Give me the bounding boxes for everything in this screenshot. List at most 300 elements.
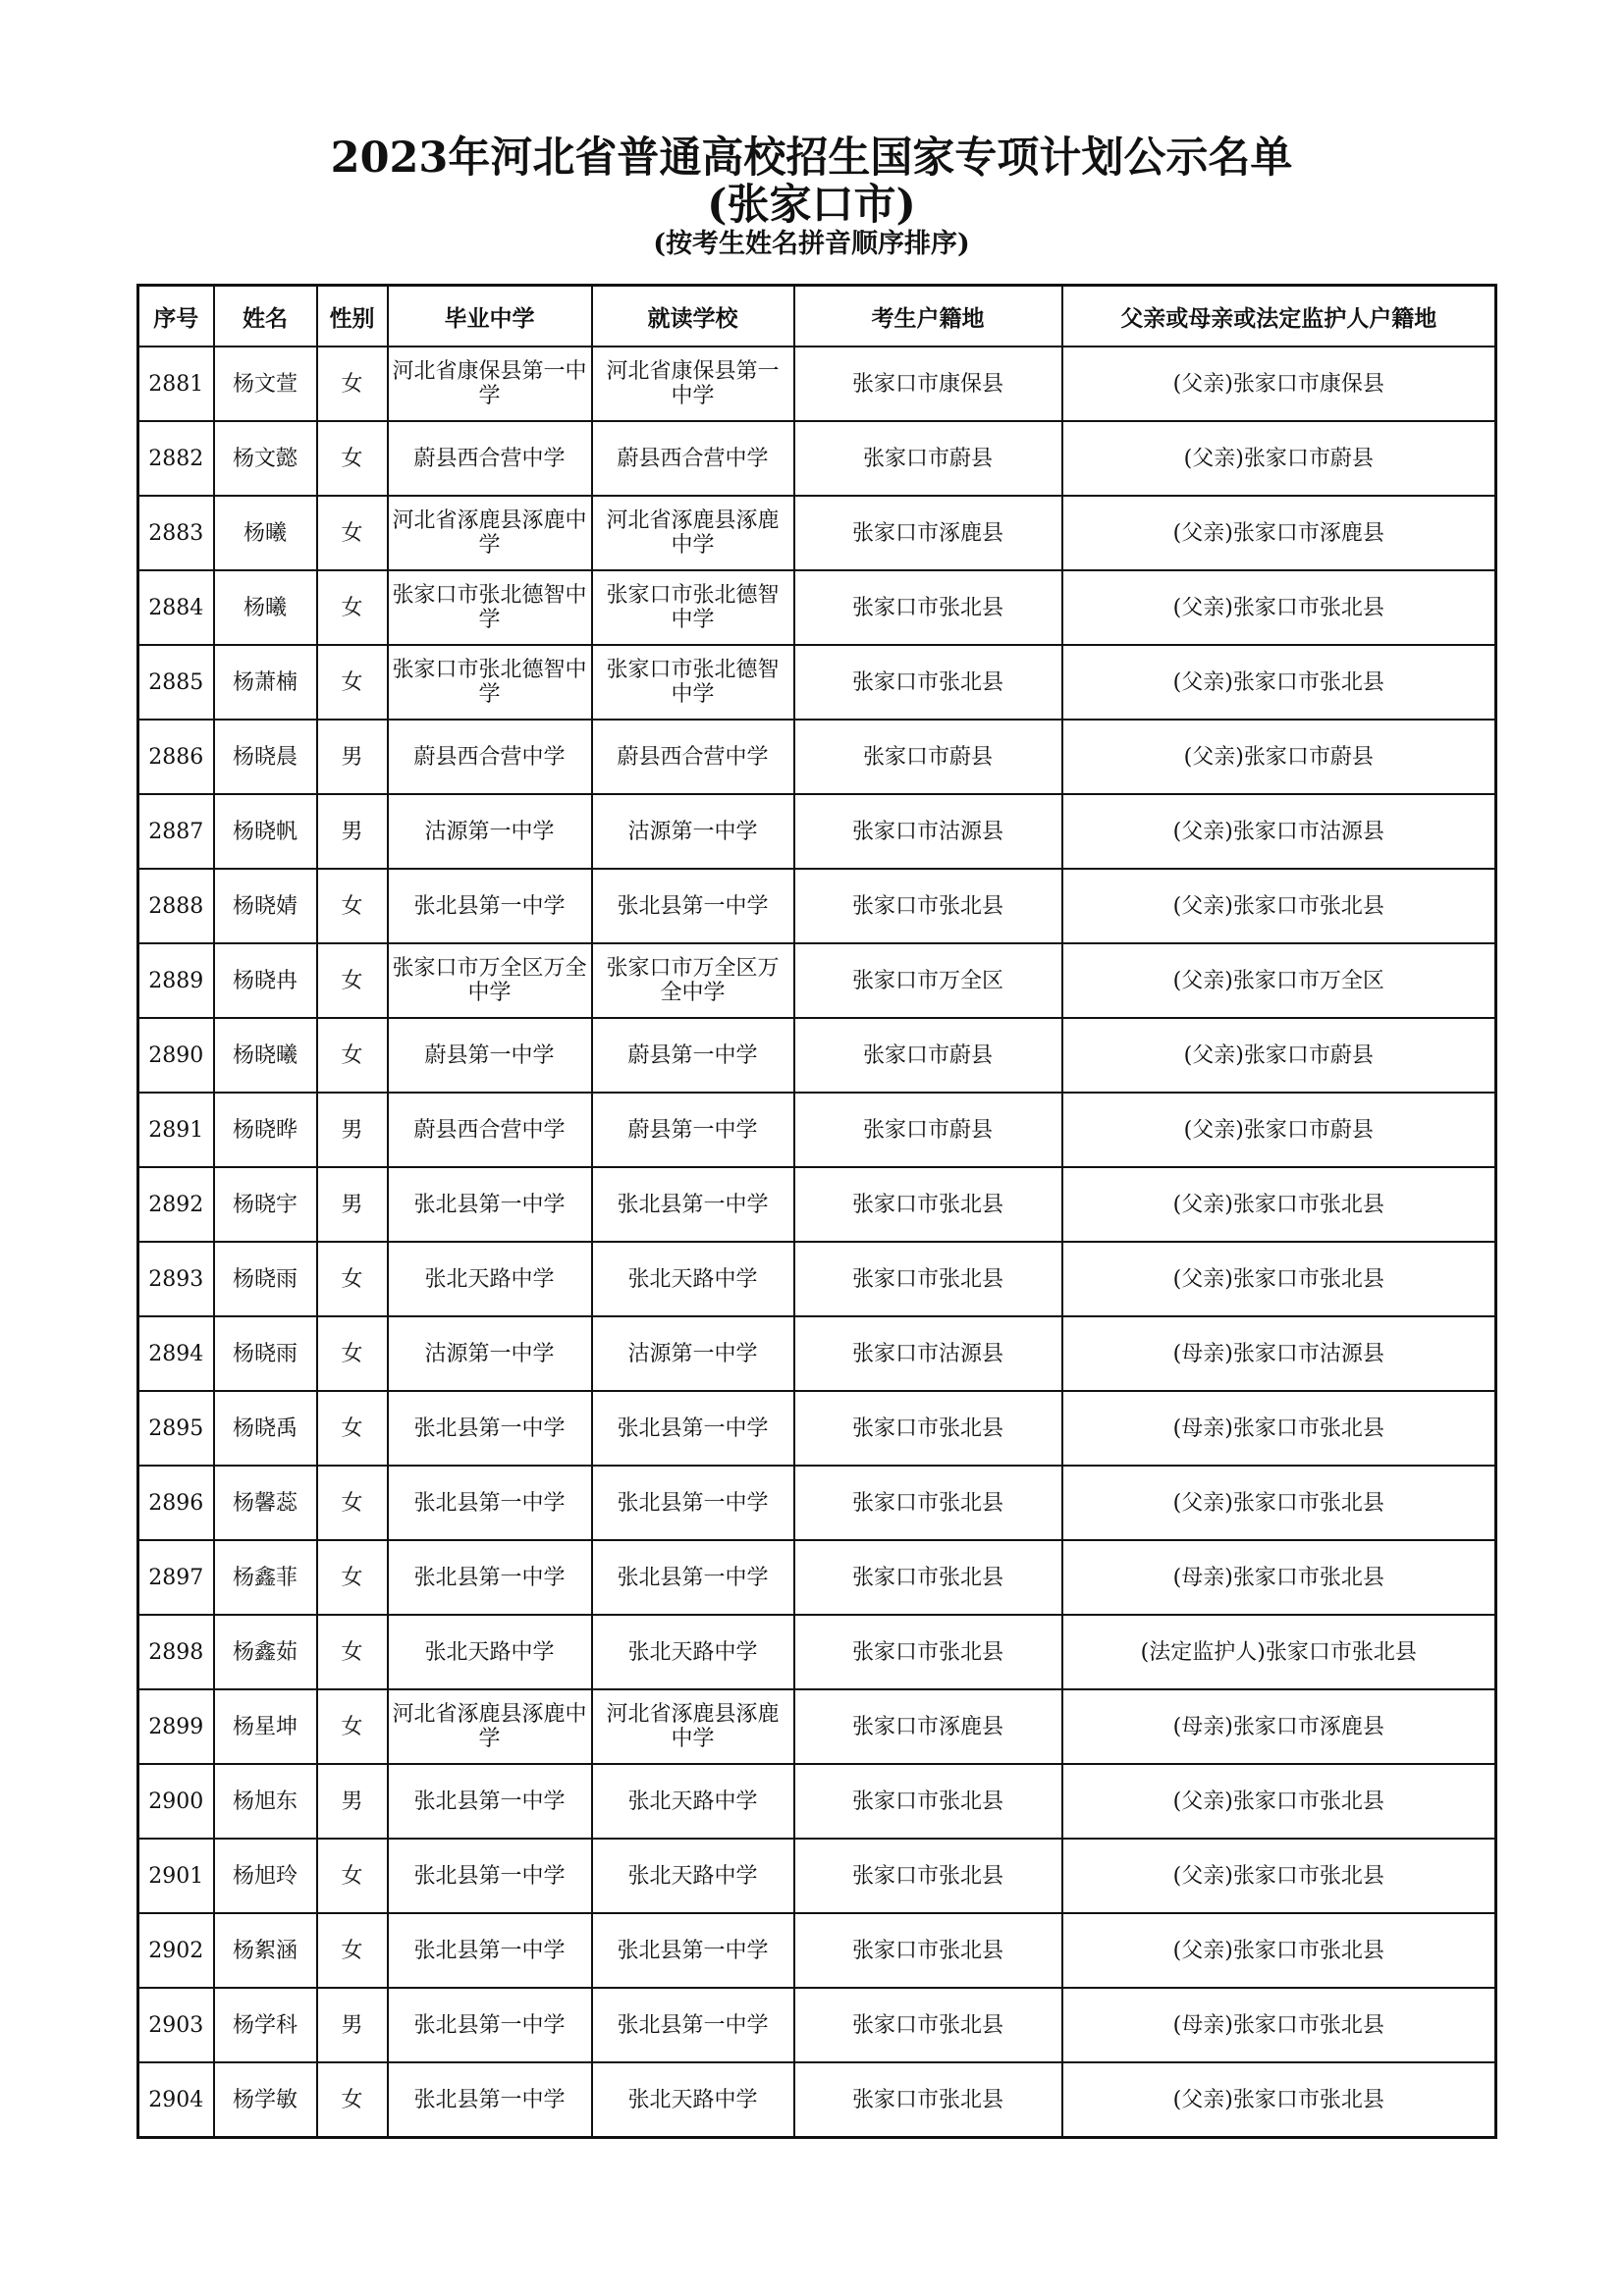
cell-hukou: 张家口市张北县	[794, 645, 1062, 720]
table-row	[138, 1316, 1496, 1391]
cell-seq: 2881	[138, 347, 214, 421]
cell-current-school: 蔚县第一中学	[592, 1093, 794, 1167]
cell-seq: 2892	[138, 1167, 214, 1242]
cell-hukou: 张家口市张北县	[794, 869, 1062, 943]
open-paren: (	[1172, 2087, 1182, 2112]
cell-gender: 女	[317, 496, 388, 570]
header-hukou: 考生户籍地	[794, 286, 1062, 347]
cell-guardian-hukou	[1062, 1242, 1496, 1316]
cell-grad-school: 河北省涿鹿县涿鹿中学	[388, 1689, 592, 1764]
guardian-hukou-place: 张家口市涿鹿县	[1232, 1714, 1384, 1739]
cell-guardian-hukou	[1062, 1540, 1496, 1615]
guardian-relation: 法定监护人	[1149, 1639, 1258, 1665]
cell-gender: 男	[317, 1988, 388, 2062]
cell-gender: 女	[317, 1466, 388, 1540]
guardian-relation: 父亲	[1181, 1192, 1225, 1217]
guardian-hukou-place: 张家口市张北县	[1232, 1490, 1384, 1516]
guardian-hukou-place: 张家口市万全区	[1232, 968, 1384, 993]
cell-hukou: 张家口市蔚县	[794, 720, 1062, 794]
cell-grad-school: 张北县第一中学	[388, 1988, 592, 2062]
cell-seq: 2882	[138, 421, 214, 496]
guardian-hukou-place: 张家口市张北县	[1232, 1863, 1384, 1889]
cell-current-school: 张北县第一中学	[592, 1988, 794, 2062]
cell-grad-school: 河北省康保县第一中学	[388, 347, 592, 421]
sort-order-note: (按考生姓名拼音顺序排序)	[653, 229, 970, 259]
cell-grad-school: 张北县第一中学	[388, 1913, 592, 1988]
cell-current-school: 张北县第一中学	[592, 1466, 794, 1540]
close-paren: )	[1235, 1117, 1244, 1143]
cell-hukou: 张家口市张北县	[794, 1167, 1062, 1242]
cell-gender: 女	[317, 570, 388, 645]
cell-grad-school: 张北县第一中学	[388, 1540, 592, 1615]
cell-gender: 女	[317, 1913, 388, 1988]
cell-name: 杨萧楠	[214, 645, 317, 720]
table-row	[138, 1689, 1496, 1764]
cell-seq: 2889	[138, 943, 214, 1018]
cell-hukou: 张家口市沽源县	[794, 1316, 1062, 1391]
guardian-relation: 母亲	[1181, 1415, 1225, 1441]
table-body	[138, 347, 1496, 2138]
cell-seq: 2888	[138, 869, 214, 943]
cell-seq: 2887	[138, 794, 214, 869]
cell-grad-school: 张北县第一中学	[388, 1167, 592, 1242]
cell-guardian-hukou	[1062, 1988, 1496, 2062]
cell-gender: 女	[317, 1018, 388, 1093]
cell-seq: 2896	[138, 1466, 214, 1540]
guardian-relation: 母亲	[1181, 1714, 1225, 1739]
cell-name: 杨旭东	[214, 1764, 317, 1839]
guardian-relation: 父亲	[1181, 893, 1225, 919]
cell-name: 杨晓冉	[214, 943, 317, 1018]
close-paren: )	[1235, 744, 1244, 770]
cell-seq: 2898	[138, 1615, 214, 1689]
open-paren: (	[1140, 1639, 1150, 1665]
cell-name: 杨絮涵	[214, 1913, 317, 1988]
header-gender: 性别	[317, 286, 388, 347]
cell-grad-school: 张家口市张北德智中学	[388, 645, 592, 720]
close-paren: )	[1224, 893, 1233, 919]
cell-grad-school: 张北天路中学	[388, 1615, 592, 1689]
cell-name: 杨鑫菲	[214, 1540, 317, 1615]
guardian-relation: 父亲	[1192, 446, 1236, 471]
guardian-hukou-place: 张家口市蔚县	[1243, 744, 1374, 770]
cell-name: 杨学敏	[214, 2062, 317, 2138]
cell-current-school: 河北省康保县第一中学	[592, 347, 794, 421]
cell-gender: 女	[317, 645, 388, 720]
cell-grad-school: 蔚县西合营中学	[388, 1093, 592, 1167]
open-paren: (	[1172, 1938, 1182, 1963]
cell-current-school: 张北天路中学	[592, 1839, 794, 1913]
cell-seq: 2899	[138, 1689, 214, 1764]
table-row	[138, 1764, 1496, 1839]
table-row	[138, 869, 1496, 943]
guardian-hukou-place: 张家口市张北县	[1232, 1192, 1384, 1217]
guardian-relation: 父亲	[1181, 669, 1225, 695]
guardian-relation: 父亲	[1181, 595, 1225, 620]
cell-grad-school: 沽源第一中学	[388, 794, 592, 869]
close-paren: )	[1235, 1042, 1244, 1068]
guardian-hukou-place: 张家口市张北县	[1232, 893, 1384, 919]
guardian-hukou-place: 张家口市张北县	[1232, 1415, 1384, 1441]
guardian-relation: 父亲	[1181, 819, 1225, 844]
cell-grad-school: 张北县第一中学	[388, 869, 592, 943]
table-row	[138, 720, 1496, 794]
cell-name: 杨晓晨	[214, 720, 317, 794]
cell-name: 杨曦	[214, 570, 317, 645]
cell-hukou: 张家口市涿鹿县	[794, 496, 1062, 570]
cell-hukou: 张家口市蔚县	[794, 1018, 1062, 1093]
cell-seq: 2901	[138, 1839, 214, 1913]
table-header	[138, 286, 1496, 347]
table-row	[138, 2062, 1496, 2138]
cell-gender: 女	[317, 1316, 388, 1391]
cell-current-school: 张北县第一中学	[592, 1540, 794, 1615]
cell-guardian-hukou	[1062, 1615, 1496, 1689]
table-row	[138, 1167, 1496, 1242]
cell-hukou: 张家口市张北县	[794, 1988, 1062, 2062]
cell-hukou: 张家口市张北县	[794, 1540, 1062, 1615]
open-paren: (	[1172, 1341, 1182, 1366]
table-row	[138, 347, 1496, 421]
cell-name: 杨旭玲	[214, 1839, 317, 1913]
cell-gender: 男	[317, 1167, 388, 1242]
close-paren: )	[1224, 595, 1233, 620]
guardian-hukou-place: 张家口市沽源县	[1232, 1341, 1384, 1366]
cell-name: 杨晓雨	[214, 1316, 317, 1391]
guardian-relation: 父亲	[1181, 968, 1225, 993]
guardian-relation: 父亲	[1181, 371, 1225, 397]
cell-grad-school: 蔚县西合营中学	[388, 421, 592, 496]
guardian-hukou-place: 张家口市张北县	[1232, 1938, 1384, 1963]
cell-hukou: 张家口市万全区	[794, 943, 1062, 1018]
open-paren: (	[1183, 1042, 1193, 1068]
close-paren: )	[1224, 669, 1233, 695]
open-paren: (	[1172, 1714, 1182, 1739]
table-row	[138, 421, 1496, 496]
open-paren: (	[1172, 669, 1182, 695]
cell-hukou: 张家口市张北县	[794, 1242, 1062, 1316]
table-row	[138, 1391, 1496, 1466]
close-paren: )	[1224, 1938, 1233, 1963]
cell-seq: 2904	[138, 2062, 214, 2138]
table-row	[138, 1242, 1496, 1316]
cell-hukou: 张家口市张北县	[794, 2062, 1062, 2138]
guardian-relation: 父亲	[1181, 1490, 1225, 1516]
header-guardian-hukou: 父亲或母亲或法定监护人户籍地	[1062, 286, 1496, 347]
guardian-relation: 父亲	[1192, 744, 1236, 770]
cell-grad-school: 沽源第一中学	[388, 1316, 592, 1391]
cell-name: 杨晓宇	[214, 1167, 317, 1242]
close-paren: )	[1224, 1192, 1233, 1217]
cell-seq: 2883	[138, 496, 214, 570]
cell-gender: 男	[317, 1764, 388, 1839]
guardian-relation: 父亲	[1192, 1117, 1236, 1143]
cell-hukou: 张家口市张北县	[794, 1466, 1062, 1540]
cell-guardian-hukou	[1062, 869, 1496, 943]
cell-name: 杨曦	[214, 496, 317, 570]
cell-hukou: 张家口市张北县	[794, 1764, 1062, 1839]
document-subtitle: (张家口市)	[707, 181, 916, 230]
cell-seq: 2891	[138, 1093, 214, 1167]
cell-seq: 2897	[138, 1540, 214, 1615]
cell-grad-school: 张北县第一中学	[388, 1391, 592, 1466]
cell-grad-school: 张北县第一中学	[388, 2062, 592, 2138]
cell-current-school: 沽源第一中学	[592, 794, 794, 869]
cell-grad-school: 张北县第一中学	[388, 1839, 592, 1913]
cell-gender: 女	[317, 1615, 388, 1689]
cell-name: 杨晓帆	[214, 794, 317, 869]
cell-gender: 男	[317, 1093, 388, 1167]
cell-current-school: 张家口市万全区万全中学	[592, 943, 794, 1018]
cell-seq: 2900	[138, 1764, 214, 1839]
table-row	[138, 1913, 1496, 1988]
open-paren: (	[1172, 1266, 1182, 1292]
guardian-hukou-place: 张家口市张北县	[1232, 1565, 1384, 1590]
cell-name: 杨晓曦	[214, 1018, 317, 1093]
cell-grad-school: 张北天路中学	[388, 1242, 592, 1316]
guardian-hukou-place: 张家口市蔚县	[1243, 1042, 1374, 1068]
cell-guardian-hukou	[1062, 496, 1496, 570]
cell-guardian-hukou	[1062, 1316, 1496, 1391]
close-paren: )	[1224, 968, 1233, 993]
header-seq: 序号	[138, 286, 214, 347]
open-paren: (	[1172, 2012, 1182, 2038]
table-row	[138, 570, 1496, 645]
table-row	[138, 645, 1496, 720]
guardian-relation: 母亲	[1181, 1341, 1225, 1366]
cell-grad-school: 河北省涿鹿县涿鹿中学	[388, 496, 592, 570]
cell-seq: 2893	[138, 1242, 214, 1316]
cell-guardian-hukou	[1062, 570, 1496, 645]
cell-hukou: 张家口市蔚县	[794, 421, 1062, 496]
cell-hukou: 张家口市康保县	[794, 347, 1062, 421]
cell-current-school: 张家口市张北德智中学	[592, 570, 794, 645]
cell-hukou: 张家口市张北县	[794, 570, 1062, 645]
cell-grad-school: 张北县第一中学	[388, 1466, 592, 1540]
cell-gender: 男	[317, 794, 388, 869]
open-paren: (	[1172, 1490, 1182, 1516]
cell-grad-school: 蔚县西合营中学	[388, 720, 592, 794]
guardian-relation: 父亲	[1192, 1042, 1236, 1068]
cell-guardian-hukou	[1062, 1093, 1496, 1167]
table-row	[138, 1093, 1496, 1167]
cell-current-school: 张北天路中学	[592, 1615, 794, 1689]
cell-name: 杨文萱	[214, 347, 317, 421]
cell-seq: 2902	[138, 1913, 214, 1988]
open-paren: (	[1172, 1192, 1182, 1217]
cell-hukou: 张家口市蔚县	[794, 1093, 1062, 1167]
cell-guardian-hukou	[1062, 347, 1496, 421]
cell-guardian-hukou	[1062, 1764, 1496, 1839]
close-paren: )	[1224, 819, 1233, 844]
open-paren: (	[1172, 371, 1182, 397]
guardian-hukou-place: 张家口市张北县	[1232, 1266, 1384, 1292]
close-paren: )	[1224, 2012, 1233, 2038]
close-paren: )	[1224, 371, 1233, 397]
header-row	[138, 286, 1496, 347]
close-paren: )	[1224, 1266, 1233, 1292]
close-paren: )	[1224, 2087, 1233, 2112]
cell-current-school: 张北天路中学	[592, 2062, 794, 2138]
cell-guardian-hukou	[1062, 1167, 1496, 1242]
cell-current-school: 河北省涿鹿县涿鹿中学	[592, 1689, 794, 1764]
close-paren: )	[1224, 520, 1233, 546]
table-row	[138, 794, 1496, 869]
close-paren: )	[1224, 1863, 1233, 1889]
document-title: 2023年河北省普通高校招生国家专项计划公示名单	[330, 133, 1293, 183]
cell-current-school: 张北县第一中学	[592, 869, 794, 943]
cell-current-school: 沽源第一中学	[592, 1316, 794, 1391]
cell-guardian-hukou	[1062, 645, 1496, 720]
guardian-hukou-place: 张家口市涿鹿县	[1232, 520, 1384, 546]
table-row	[138, 1988, 1496, 2062]
cell-hukou: 张家口市张北县	[794, 1615, 1062, 1689]
cell-grad-school: 张家口市万全区万全中学	[388, 943, 592, 1018]
cell-guardian-hukou	[1062, 1689, 1496, 1764]
open-paren: (	[1172, 1565, 1182, 1590]
cell-guardian-hukou	[1062, 1466, 1496, 1540]
guardian-hukou-place: 张家口市康保县	[1232, 371, 1384, 397]
open-paren: (	[1172, 1863, 1182, 1889]
cell-gender: 女	[317, 1540, 388, 1615]
cell-grad-school: 张北县第一中学	[388, 1764, 592, 1839]
guardian-relation: 母亲	[1181, 1565, 1225, 1590]
cell-gender: 女	[317, 2062, 388, 2138]
table-row	[138, 1615, 1496, 1689]
cell-current-school: 张北县第一中学	[592, 1167, 794, 1242]
open-paren: (	[1172, 968, 1182, 993]
open-paren: (	[1172, 520, 1182, 546]
table-row	[138, 943, 1496, 1018]
cell-current-school: 张北天路中学	[592, 1242, 794, 1316]
cell-gender: 女	[317, 421, 388, 496]
table-row	[138, 496, 1496, 570]
cell-name: 杨晓晔	[214, 1093, 317, 1167]
guardian-hukou-place: 张家口市张北县	[1265, 1639, 1417, 1665]
cell-hukou: 张家口市沽源县	[794, 794, 1062, 869]
cell-name: 杨晓婧	[214, 869, 317, 943]
close-paren: )	[1224, 1714, 1233, 1739]
open-paren: (	[1183, 1117, 1193, 1143]
guardian-hukou-place: 张家口市张北县	[1232, 669, 1384, 695]
guardian-relation: 父亲	[1181, 1789, 1225, 1814]
close-paren: )	[1224, 1490, 1233, 1516]
table-row	[138, 1466, 1496, 1540]
cell-seq: 2885	[138, 645, 214, 720]
cell-gender: 女	[317, 869, 388, 943]
cell-seq: 2895	[138, 1391, 214, 1466]
cell-guardian-hukou	[1062, 421, 1496, 496]
cell-current-school: 张北县第一中学	[592, 1913, 794, 1988]
open-paren: (	[1183, 446, 1193, 471]
cell-guardian-hukou	[1062, 2062, 1496, 2138]
guardian-hukou-place: 张家口市蔚县	[1243, 1117, 1374, 1143]
close-paren: )	[1224, 1341, 1233, 1366]
header-current-school: 就读学校	[592, 286, 794, 347]
cell-current-school: 蔚县西合营中学	[592, 720, 794, 794]
cell-hukou: 张家口市涿鹿县	[794, 1689, 1062, 1764]
close-paren: )	[1224, 1565, 1233, 1590]
cell-grad-school: 张家口市张北德智中学	[388, 570, 592, 645]
guardian-relation: 父亲	[1181, 2087, 1225, 2112]
cell-current-school: 张家口市张北德智中学	[592, 645, 794, 720]
cell-current-school: 蔚县第一中学	[592, 1018, 794, 1093]
close-paren: )	[1224, 1789, 1233, 1814]
open-paren: (	[1172, 595, 1182, 620]
guardian-relation: 父亲	[1181, 1266, 1225, 1292]
cell-guardian-hukou	[1062, 1913, 1496, 1988]
open-paren: (	[1172, 893, 1182, 919]
close-paren: )	[1257, 1639, 1266, 1665]
cell-gender: 男	[317, 720, 388, 794]
cell-guardian-hukou	[1062, 794, 1496, 869]
table-row	[138, 1839, 1496, 1913]
cell-gender: 女	[317, 1839, 388, 1913]
cell-name: 杨晓禹	[214, 1391, 317, 1466]
cell-name: 杨星坤	[214, 1689, 317, 1764]
close-paren: )	[1235, 446, 1244, 471]
cell-name: 杨晓雨	[214, 1242, 317, 1316]
header-grad-school: 毕业中学	[388, 286, 592, 347]
cell-seq: 2886	[138, 720, 214, 794]
roster-table	[136, 284, 1497, 2139]
cell-gender: 女	[317, 1391, 388, 1466]
cell-gender: 女	[317, 347, 388, 421]
cell-current-school: 张北县第一中学	[592, 1391, 794, 1466]
guardian-hukou-place: 张家口市张北县	[1232, 595, 1384, 620]
cell-hukou: 张家口市张北县	[794, 1839, 1062, 1913]
cell-hukou: 张家口市张北县	[794, 1913, 1062, 1988]
guardian-hukou-place: 张家口市张北县	[1232, 1789, 1384, 1814]
cell-seq: 2884	[138, 570, 214, 645]
guardian-hukou-place: 张家口市张北县	[1232, 2087, 1384, 2112]
cell-name: 杨文懿	[214, 421, 317, 496]
open-paren: (	[1172, 819, 1182, 844]
guardian-hukou-place: 张家口市张北县	[1232, 2012, 1384, 2038]
guardian-hukou-place: 张家口市沽源县	[1232, 819, 1384, 844]
guardian-hukou-place: 张家口市蔚县	[1243, 446, 1374, 471]
cell-grad-school: 蔚县第一中学	[388, 1018, 592, 1093]
cell-name: 杨学科	[214, 1988, 317, 2062]
guardian-relation: 父亲	[1181, 1938, 1225, 1963]
table-row	[138, 1018, 1496, 1093]
cell-current-school: 张北天路中学	[592, 1764, 794, 1839]
open-paren: (	[1172, 1415, 1182, 1441]
cell-gender: 女	[317, 943, 388, 1018]
open-paren: (	[1183, 744, 1193, 770]
cell-name: 杨馨蕊	[214, 1466, 317, 1540]
header-name: 姓名	[214, 286, 317, 347]
cell-guardian-hukou	[1062, 1391, 1496, 1466]
guardian-relation: 父亲	[1181, 520, 1225, 546]
cell-current-school: 蔚县西合营中学	[592, 421, 794, 496]
cell-seq: 2894	[138, 1316, 214, 1391]
close-paren: )	[1224, 1415, 1233, 1441]
table-row	[138, 1540, 1496, 1615]
guardian-relation: 父亲	[1181, 1863, 1225, 1889]
cell-seq: 2890	[138, 1018, 214, 1093]
cell-guardian-hukou	[1062, 720, 1496, 794]
cell-guardian-hukou	[1062, 943, 1496, 1018]
cell-gender: 女	[317, 1242, 388, 1316]
cell-guardian-hukou	[1062, 1018, 1496, 1093]
cell-name: 杨鑫茹	[214, 1615, 317, 1689]
guardian-relation: 母亲	[1181, 2012, 1225, 2038]
cell-guardian-hukou	[1062, 1839, 1496, 1913]
cell-gender: 女	[317, 1689, 388, 1764]
cell-seq: 2903	[138, 1988, 214, 2062]
cell-current-school: 河北省涿鹿县涿鹿中学	[592, 496, 794, 570]
